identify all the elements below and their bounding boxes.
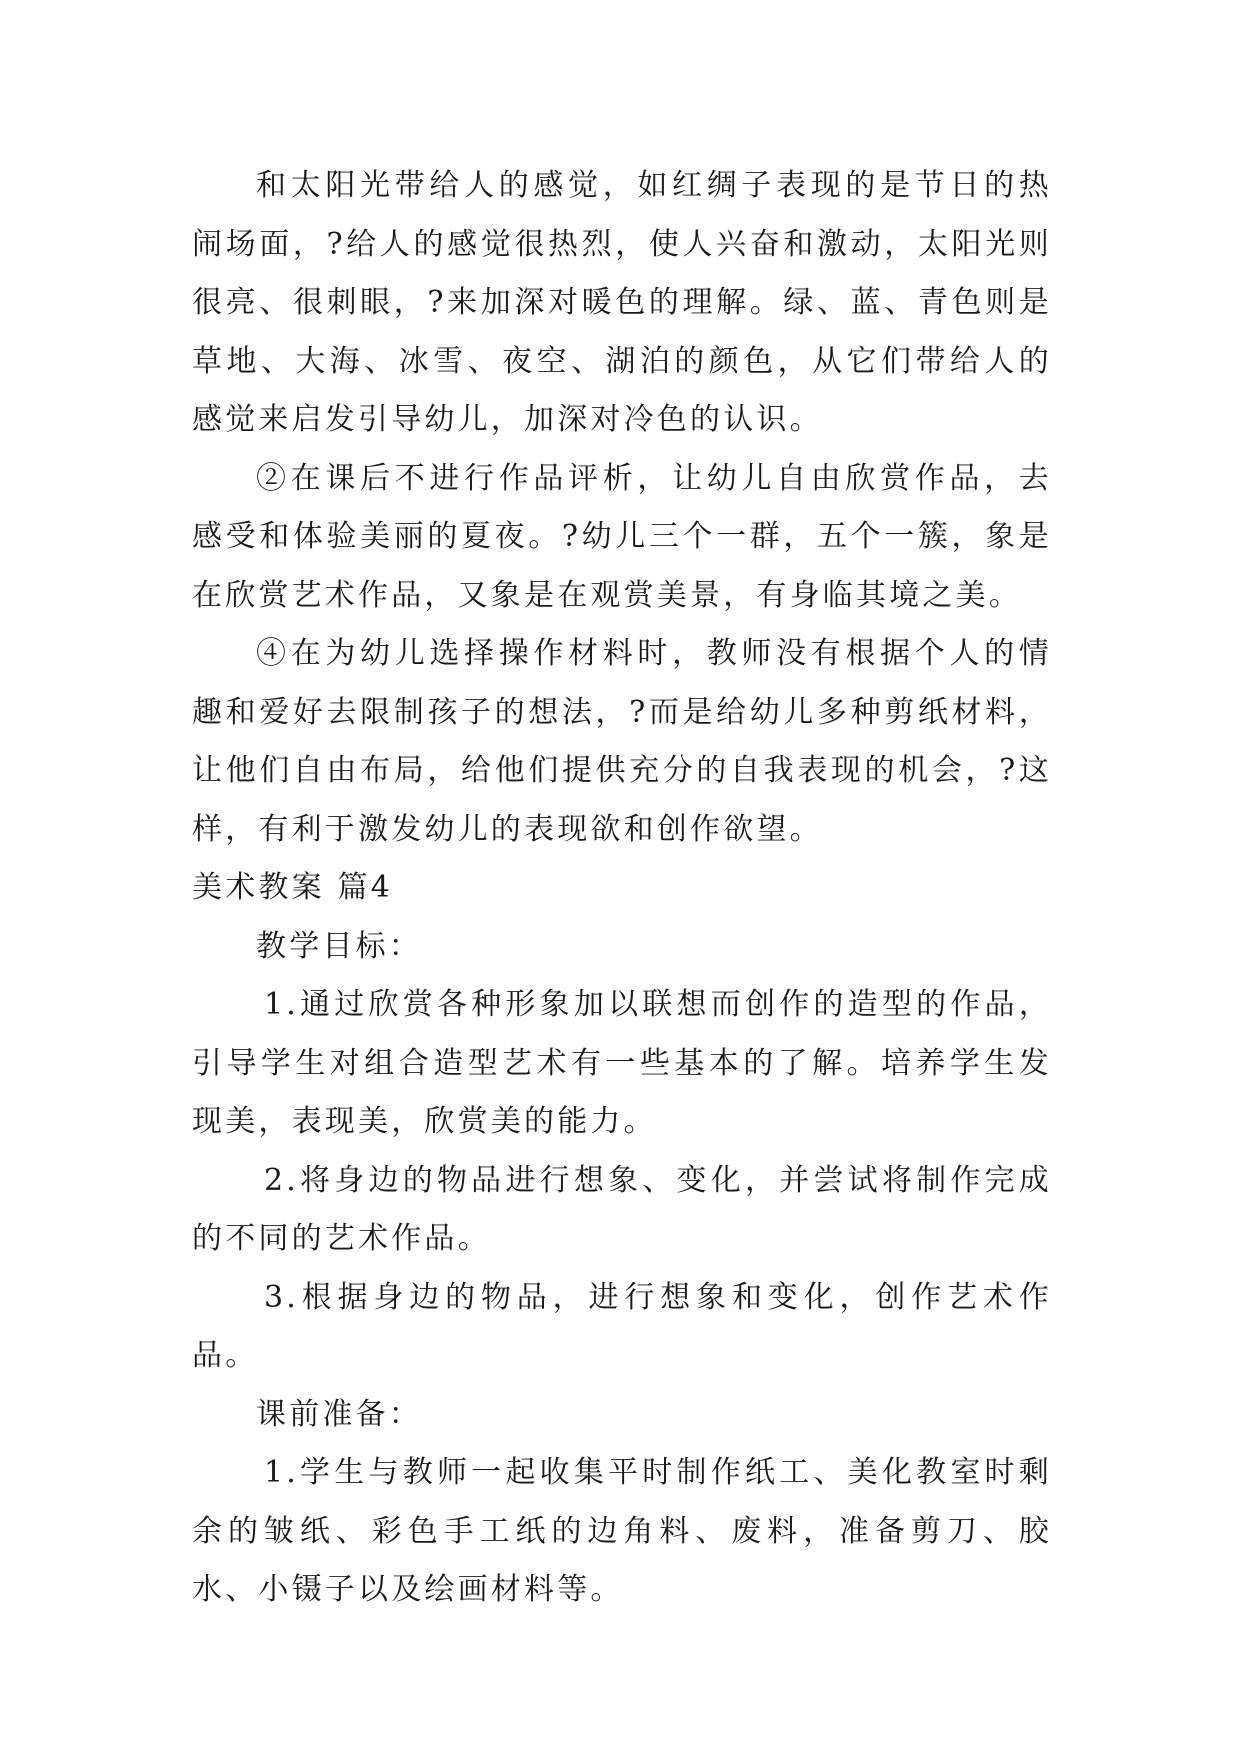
paragraph-no-evaluation: ②在课后不进行作品评析，让幼儿自由欣赏作品，去感受和体验美丽的夏夜。?幼儿三个一群，五个一簇，象是在欣赏艺术作品，又象是在观赏美景，有身临其境之美。	[192, 460, 1052, 613]
paragraph-warm-cold-colors: 和太阳光带给人的感觉，如红绸子表现的是节日的热闹场面，?给人的感觉很热烈，使人兴奋和激动，太阳光则很亮、很刺眼，?来加深对暖色的理解。绿、蓝、青色则是草地、大海、冰雪、夜空、湖泊的颜色，从它们带给人的感觉来启发引导幼儿，加深对冷色的认识。	[192, 168, 1052, 437]
section-title: 美术教案 篇4	[192, 870, 394, 905]
goal-item: 1.通过欣赏各种形象加以联想而创作的造型的作品，引导学生对组合造型艺术有一些基本的了解。培养学生发现美，表现美，欣赏美的能力。	[192, 987, 1052, 1139]
goal-item: 3.根据身边的物品，进行想象和变化，创作艺术作品。	[192, 1279, 1052, 1373]
preparation-item: 1.学生与教师一起收集平时制作纸工、美化教室时剩余的皱纸、彩色手工纸的边角料、废料，准备剪刀、胶水、小镊子以及绘画材料等。	[192, 1455, 1052, 1607]
paragraph-materials: ④在为幼儿选择操作材料时，教师没有根据个人的情趣和爱好去限制孩子的想法，?而是给幼儿多种剪纸材料，让他们自由布局，给他们提供充分的自我表现的机会，?这样，有利于激发幼儿的表现欲和创作欲望。	[192, 636, 1052, 847]
teaching-goals-label: 教学目标：	[256, 928, 422, 964]
goal-item: 2.将身边的物品进行想象、变化，并尝试将制作完成的不同的艺术作品。	[192, 1162, 1052, 1256]
preparation-label: 课前准备：	[256, 1396, 422, 1432]
document-body	[192, 157, 1052, 1620]
